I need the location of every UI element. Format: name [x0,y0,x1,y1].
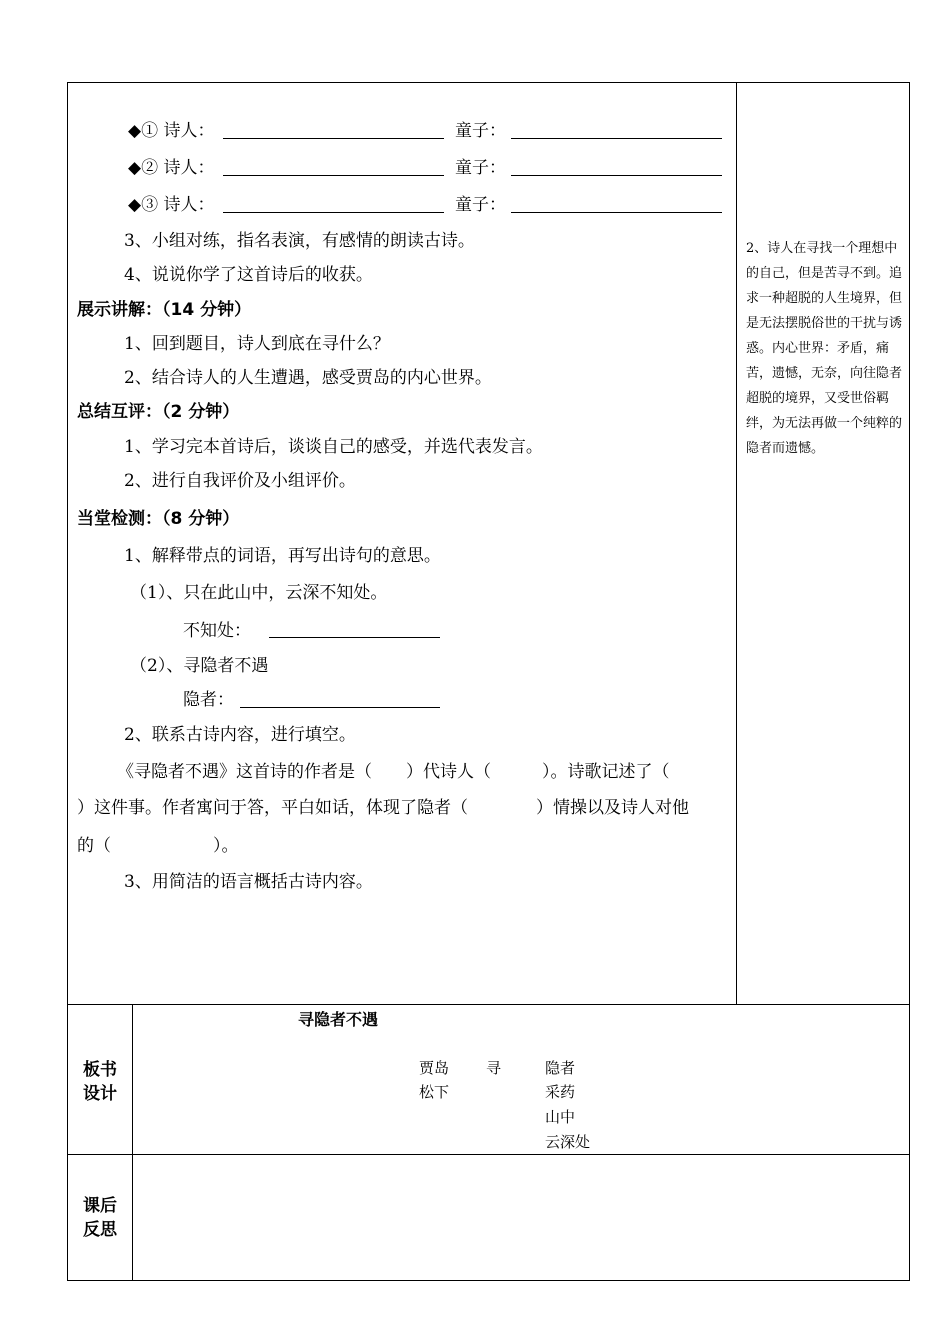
child-label-3: 童子： [455,195,506,215]
board-title: 寻隐者不遇 [298,1010,379,1029]
board-yunshenchu: 云深处 [545,1133,591,1151]
blank-yinzhe[interactable] [240,707,440,708]
child-label-1: 童子： [455,121,506,141]
board-caiyao: 采药 [545,1083,576,1101]
child-label-2: 童子： [455,158,506,178]
reflect-label-line1: 课后 [83,1196,117,1216]
test-item-3: 3、用简洁的语言概括古诗内容。 [124,872,373,892]
role-line-1: ◆① 诗人： [128,121,215,141]
test-item-1b: （2）、寻隐者不遇 [130,656,269,676]
board-xun: 寻 [486,1059,502,1077]
role-line-3: ◆③ 诗人： [128,195,215,215]
heading-test: 当堂检测：（8 分钟） [77,509,240,529]
reflect-area[interactable] [134,1156,908,1280]
fill-line-3: 的（ ）。 [77,836,239,856]
step-4: 4、说说你学了这首诗后的收获。 [124,265,373,285]
teacher-note: 2、诗人在寻找一个理想中的自己，但是苦寻不到。追求一种超脱的人生境界，但是无法摆脱俗世的干扰与诱惑。内心世界：矛盾，痛苦，遗憾，无奈，向往隐者超脱的境界，又受世俗羁绊，为无法再做一个纯粹的隐者而遗憾。 [746,241,903,456]
blank-buzhichu[interactable] [269,637,440,638]
blank-poet-3[interactable] [223,212,444,213]
board-shanzhong: 山中 [545,1108,576,1126]
label-yinzhe: 隐者： [183,690,234,710]
summary-item-2: 2、进行自我评价及小组评价。 [124,471,356,491]
note-column-divider [736,82,737,1005]
show-item-2: 2、结合诗人的人生遭遇，感受贾岛的内心世界。 [124,368,492,388]
step-3: 3、小组对练，指名表演，有感情的朗读古诗。 [124,231,475,251]
blank-child-1[interactable] [511,138,722,139]
board-label-line2: 设计 [83,1084,117,1104]
reflect-label [68,1194,132,1242]
test-item-1a: （1）、只在此山中，云深不知处。 [130,583,388,603]
board-jiadao: 贾岛 [419,1059,450,1077]
reflect-label-line2: 反思 [83,1220,117,1240]
heading-summary: 总结互评：（2 分钟） [77,402,240,422]
blank-poet-1[interactable] [223,138,444,139]
board-yinzhe: 隐者 [545,1059,576,1077]
heading-show: 展示讲解：（14 分钟） [77,300,252,320]
blank-poet-2[interactable] [223,175,444,176]
summary-item-1: 1、学习完本首诗后，谈谈自己的感受，并选代表发言。 [124,437,543,457]
blank-child-3[interactable] [511,212,722,213]
test-item-2: 2、联系古诗内容，进行填空。 [124,725,356,745]
role-line-2: ◆② 诗人： [128,158,215,178]
board-label [68,1058,132,1106]
fill-line-1: 《寻隐者不遇》这首诗的作者是（ ）代诗人（ ）。诗歌记述了（ [117,762,670,782]
label-buzhichu: 不知处： [183,621,251,641]
reflect-row-divider [67,1154,910,1155]
board-row-divider [67,1004,910,1005]
blank-child-2[interactable] [511,175,722,176]
label-column-divider [132,1004,133,1281]
board-songxia: 松下 [419,1083,450,1101]
test-item-1: 1、解释带点的词语，再写出诗句的意思。 [124,546,441,566]
board-label-line1: 板书 [83,1060,117,1080]
show-item-1: 1、回到题目，诗人到底在寻什么？ [124,334,390,354]
fill-line-2: ）这件事。作者寓问于答，平白如话，体现了隐者（ ）情操以及诗人对他 [77,798,689,818]
